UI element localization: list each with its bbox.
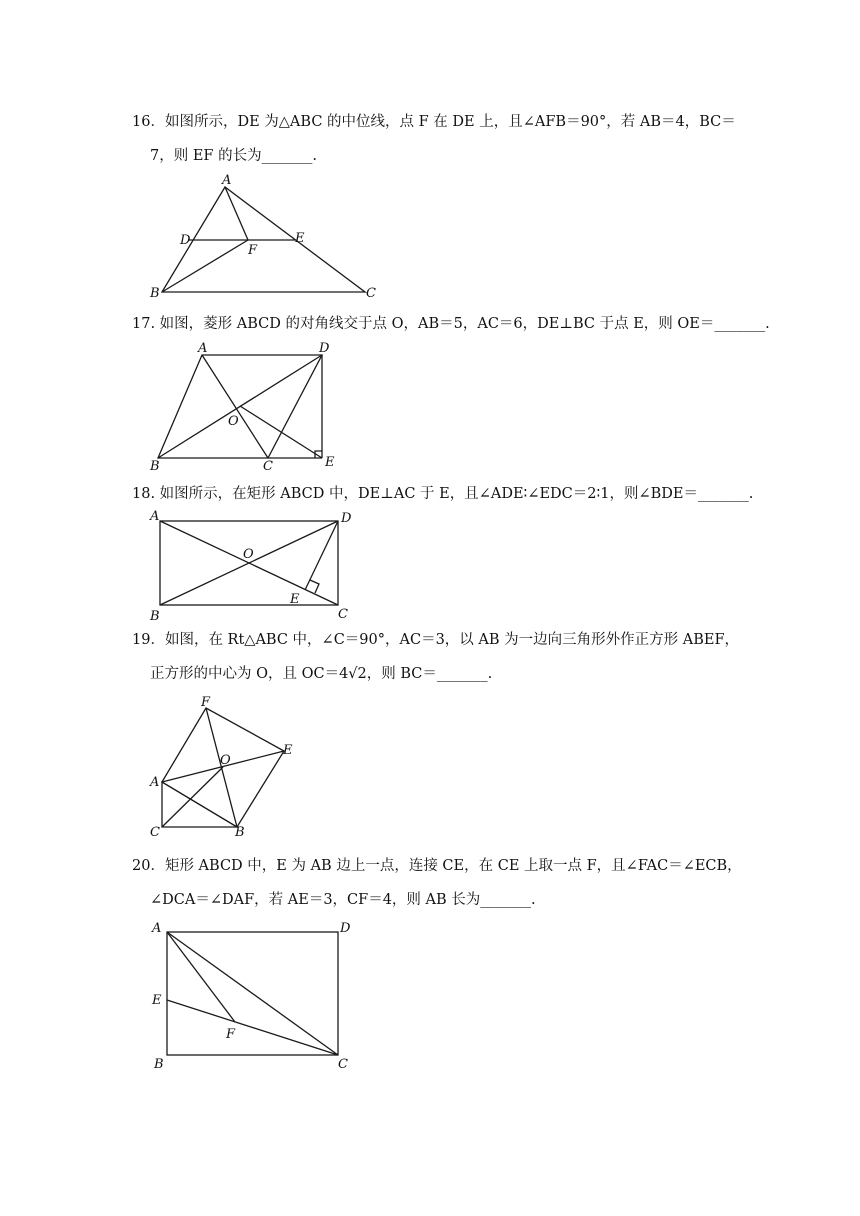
segment-af xyxy=(167,932,235,1022)
problem-20-line-2: ∠DCA＝∠DAF，若 AE＝3，CF＝4，则 AB 长为_______. xyxy=(150,892,536,908)
diagonal-ac xyxy=(202,355,268,458)
label-d: D xyxy=(340,921,351,936)
problem-20-line-1: 20．矩形 ABCD 中，E 为 AB 边上一点，连接 CE，在 CE 上取一点 F，且∠FAC＝∠ECB， xyxy=(132,858,742,874)
label-a: A xyxy=(150,775,160,790)
label-d: D xyxy=(180,233,191,248)
label-e: E xyxy=(290,592,300,607)
label-o: O xyxy=(220,753,231,768)
label-b: B xyxy=(154,1057,164,1072)
label-a: A xyxy=(222,173,232,188)
figure-20 xyxy=(140,918,370,1076)
label-o: O xyxy=(243,547,254,562)
label-f: F xyxy=(201,695,211,710)
label-b: B xyxy=(235,825,245,840)
label-c: C xyxy=(366,286,376,301)
segment-oe xyxy=(240,406,322,458)
label-d: D xyxy=(341,511,352,526)
figure-18 xyxy=(140,508,370,624)
diagonal-ac xyxy=(167,932,338,1055)
label-c: C xyxy=(263,459,273,474)
label-c: C xyxy=(338,607,348,622)
label-c: C xyxy=(338,1057,348,1072)
problem-19-line-1: 19．如图，在 Rt△ABC 中，∠C＝90°，AC＝3，以 AB 为一边向三角形外作正方形 ABEF， xyxy=(132,632,740,648)
right-angle-mark xyxy=(310,580,319,593)
label-b: B xyxy=(150,286,160,301)
segment-de xyxy=(305,521,338,590)
segment-co xyxy=(162,767,223,827)
label-d: D xyxy=(319,341,330,356)
label-b: B xyxy=(150,609,160,624)
triangle-abc xyxy=(162,782,237,827)
label-f: F xyxy=(226,1027,236,1042)
label-a: A xyxy=(150,509,160,524)
label-e: E xyxy=(152,993,162,1008)
figure-19 xyxy=(140,694,310,840)
label-e: E xyxy=(295,231,305,246)
label-a: A xyxy=(152,921,162,936)
label-f: F xyxy=(248,243,258,258)
figure-17 xyxy=(140,340,360,474)
figure-16 xyxy=(140,172,390,302)
label-o: O xyxy=(228,414,239,429)
problem-19-line-2: 正方形的中心为 O，且 OC＝4√2，则 BC＝_______. xyxy=(150,666,493,682)
segment-bf xyxy=(162,240,248,292)
segment-ec xyxy=(167,1000,338,1055)
label-a: A xyxy=(198,341,208,356)
label-b: B xyxy=(150,459,160,474)
problem-16-line-2: 7，则 EF 的长为_______. xyxy=(150,148,317,164)
problem-18-line-1: 18. 如图所示，在矩形 ABCD 中，DE⊥AC 于 E，且∠ADE∶∠EDC＝2∶1，则∠BDE＝_______. xyxy=(132,486,754,502)
problem-17-line-1: 17. 如图，菱形 ABCD 的对角线交于点 O，AB＝5，AC＝6，DE⊥BC 于点 E，则 OE＝_______. xyxy=(132,316,770,332)
label-e: E xyxy=(283,743,293,758)
label-e: E xyxy=(325,455,335,470)
label-c: C xyxy=(150,825,160,840)
problem-16-line-1: 16．如图所示，DE 为△ABC 的中位线，点 F 在 DE 上，且∠AFB＝90°，若 AB＝4，BC＝ xyxy=(132,114,736,130)
